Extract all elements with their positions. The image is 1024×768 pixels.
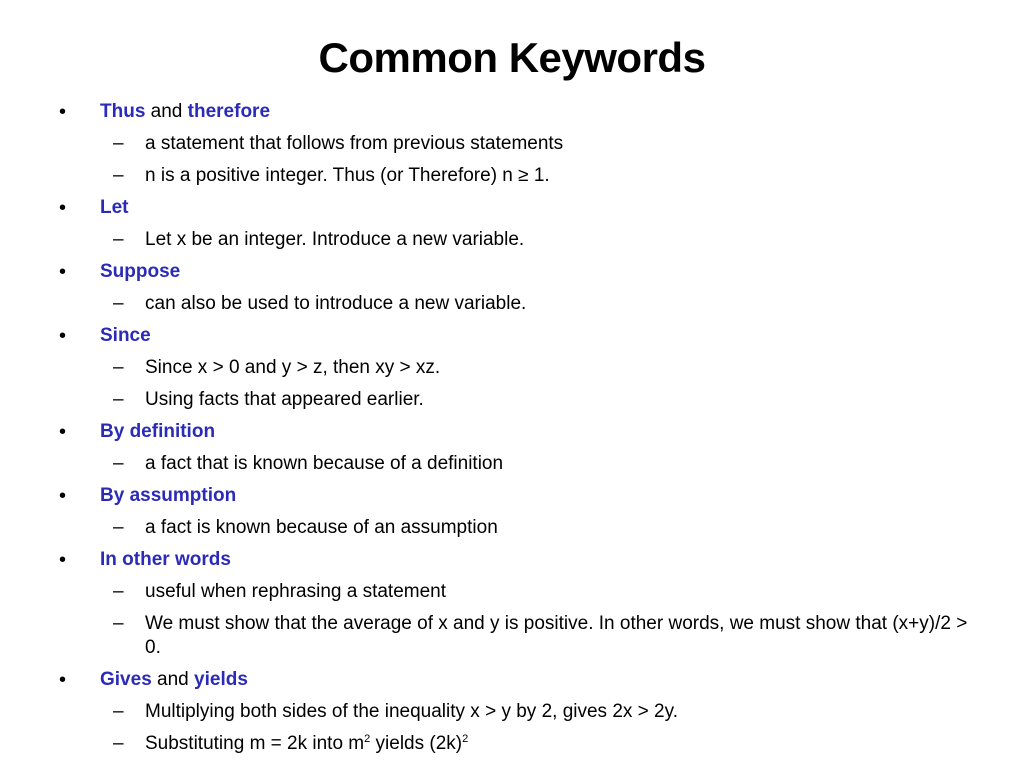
sub-item (0, 696, 1024, 728)
sub-item (0, 352, 1024, 384)
dash-icon: – (113, 389, 124, 410)
sub-item (0, 448, 1024, 480)
connector-text: and (145, 101, 188, 122)
dash-icon: – (113, 453, 124, 474)
bullet-icon: • (59, 549, 67, 571)
sub-item-text: useful when rephrasing a statement (145, 581, 447, 602)
sub-item-text: Using facts that appeared earlier. (145, 389, 424, 410)
dash-icon: – (113, 357, 124, 378)
dash-icon: – (113, 517, 124, 538)
sub-item-text: Since x > 0 and y > z, then xy > xz. (145, 357, 441, 378)
keyword-in-other-words: In other words (100, 549, 231, 570)
keyword-gives: Gives (100, 669, 152, 690)
dash-icon: – (113, 293, 124, 314)
superscript: 2 (364, 733, 371, 745)
superscript: 2 (462, 733, 469, 745)
keyword-by-assumption: By assumption (100, 485, 237, 506)
bullet-icon: • (59, 325, 67, 347)
keyword-item-let (0, 192, 1024, 224)
sub-item-text (145, 733, 468, 754)
keyword-suppose: Suppose (100, 261, 181, 282)
sub-item-text: a statement that follows from previous statements (145, 133, 564, 154)
dash-icon: – (113, 733, 124, 754)
bullet-icon: • (59, 485, 67, 507)
keyword-item-since (0, 320, 1024, 352)
keyword-item-suppose (0, 256, 1024, 288)
keyword-let: Let (100, 197, 129, 218)
connector-text: and (151, 669, 195, 690)
keyword-item-by-assumption (0, 480, 1024, 512)
dash-icon: – (113, 133, 124, 154)
dash-icon: – (113, 701, 124, 722)
page-title: Common Keywords (318, 34, 706, 81)
sub-item-text: can also be used to introduce a new variable. (145, 293, 527, 314)
sub-item (0, 576, 1024, 608)
keyword-item-gives-yields (0, 664, 1024, 696)
dash-icon: – (113, 165, 124, 186)
sub-item-text: a fact is known because of an assumption (145, 517, 498, 538)
dash-icon: – (113, 229, 124, 250)
keyword-therefore: therefore (187, 101, 271, 122)
sub-item (0, 128, 1024, 160)
sub-item-text: Let x be an integer. Introduce a new variable. (145, 229, 525, 250)
sub-item (0, 512, 1024, 544)
sub-item-text: We must show that the average of x and y is positive. In other words, we must show that (x+y)/2 > 0. (145, 613, 968, 658)
keyword-item-thus-therefore (0, 96, 1024, 128)
sub-item (0, 224, 1024, 256)
formula-text: yields (2k) (370, 733, 463, 754)
sub-item (0, 384, 1024, 416)
formula-text: Substituting m = 2k into m (145, 733, 365, 754)
bullet-icon: • (59, 197, 67, 219)
sub-item (0, 608, 1024, 664)
bullet-icon: • (59, 669, 67, 691)
keyword-list (0, 96, 1024, 760)
sub-item (0, 288, 1024, 320)
keyword-by-definition: By definition (100, 421, 216, 442)
bullet-icon: • (59, 261, 67, 283)
bullet-icon: • (59, 421, 67, 443)
sub-item-text: a fact that is known because of a definition (145, 453, 504, 474)
dash-icon: – (113, 613, 124, 634)
dash-icon: – (113, 581, 124, 602)
keyword-item-by-definition (0, 416, 1024, 448)
sub-item-text: Multiplying both sides of the inequality x > y by 2, gives 2x > 2y. (145, 701, 678, 722)
bullet-icon: • (59, 101, 67, 123)
keyword-item-in-other-words (0, 544, 1024, 576)
sub-item-text: n is a positive integer. Thus (or Therefore) n ≥ 1. (145, 165, 550, 186)
keyword-since: Since (100, 325, 151, 346)
sub-item (0, 728, 1024, 760)
keyword-yields: yields (194, 669, 248, 690)
sub-item (0, 160, 1024, 192)
keyword-thus: Thus (100, 101, 146, 122)
